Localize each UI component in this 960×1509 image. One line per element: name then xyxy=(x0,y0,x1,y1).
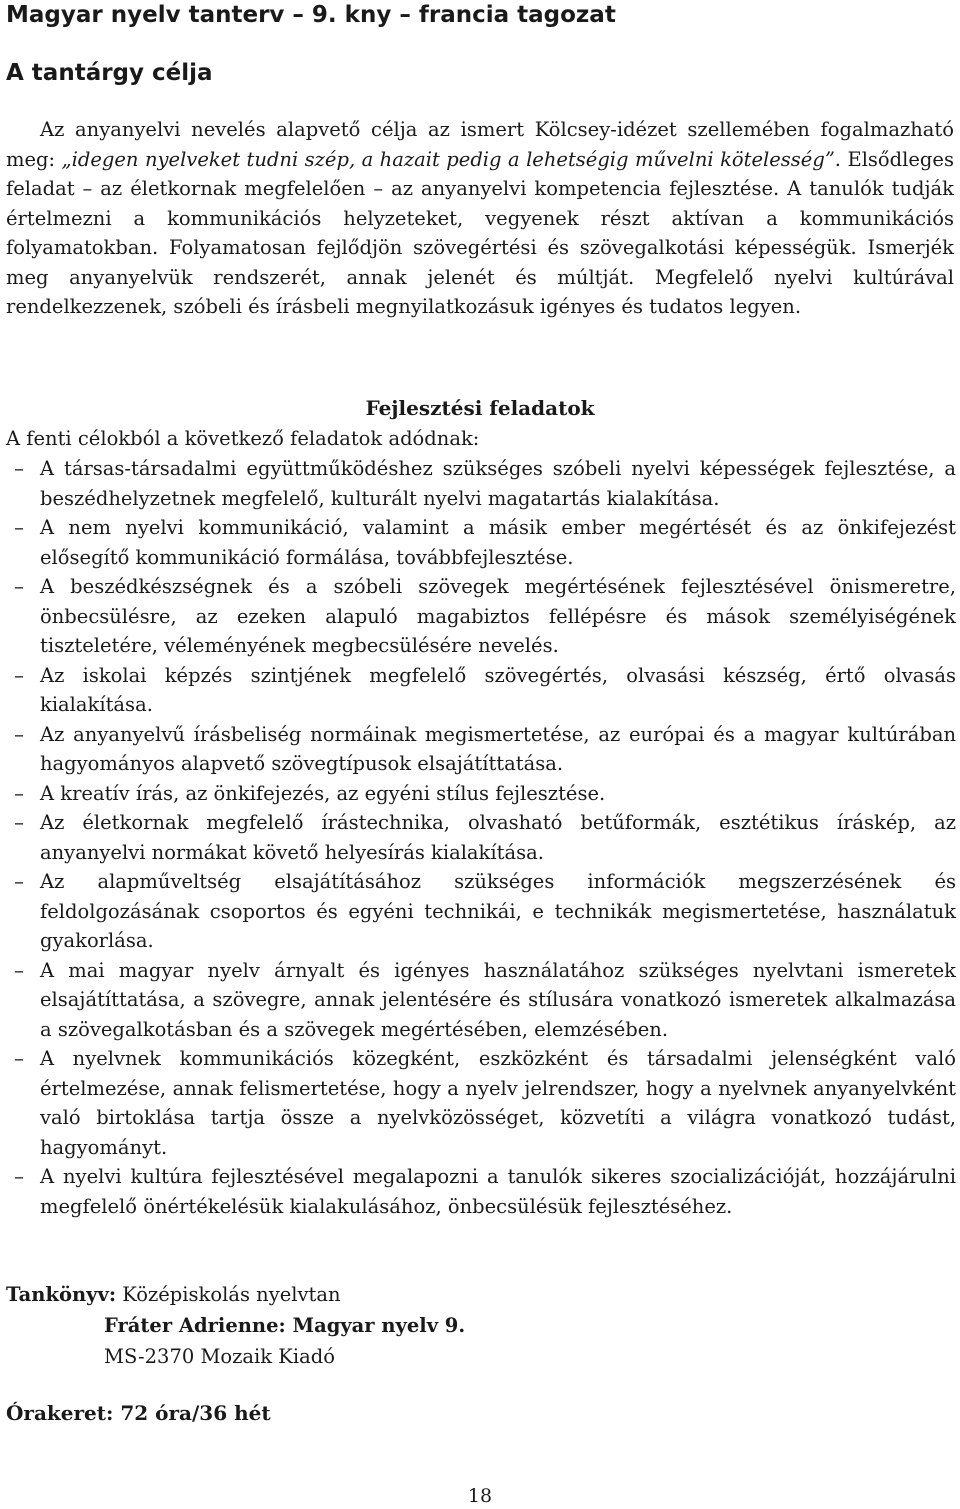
task-text: A mai magyar nyelv árnyalt és igényes használatához szükséges nyelvtani ismeretek elsajátíttatása, a szövegre, annak jelentésére és stílusára vonatkozó ismeretek alkalmazása a szövegalkotásban és a szövegek megértésében, elemzésében. xyxy=(40,958,956,1041)
task-item xyxy=(6,867,956,956)
dash-marker: – xyxy=(14,663,24,687)
tasks-intro: A fenti célokból a következő feladatok adódnak: xyxy=(6,427,480,450)
dash-marker: – xyxy=(14,870,24,893)
task-item xyxy=(6,808,956,867)
task-item xyxy=(6,1044,956,1162)
dash-marker: – xyxy=(14,722,24,746)
task-text: Az életkornak megfelelő írástechnika, olvasható betűformák, esztétikus íráskép, az anyanyelvi normákat követő helyesírás kialakítása. xyxy=(40,811,956,864)
goal-rest: Elsődleges feladat – az életkornak megfelelően – az anyanyelvi kompetencia fejlesztése. A tanulók tudják értelmezni a kommunikációs helyzeteket, vegyenek részt aktívan a kommunikációs folyamatokban. Folyamatosan fejlődjön szövegértési és szövegalkotási képességük. Ismerjék meg anyanyelvük rendszerét, annak jelenét és múltját. Megfelelő nyelvi kultúrával rendelkezzenek, szóbeli és írásbeli megnyilatkozásuk igényes és tudatos legyen. xyxy=(6,147,954,318)
task-item xyxy=(6,454,956,513)
dash-marker: – xyxy=(14,1165,24,1188)
document-title: Magyar nyelv tanterv – 9. kny – francia tagozat xyxy=(6,2,616,28)
task-item xyxy=(6,661,956,720)
task-text: A nem nyelvi kommunikáció, valamint a másik ember megértését és az önkifejezést elősegítő kommunikáció formálása, továbbfejlesztése. xyxy=(40,516,956,569)
dash-marker: – xyxy=(14,958,24,982)
textbook-author: Fráter Adrienne: Magyar nyelv 9. xyxy=(104,1314,466,1337)
task-text: Az anyanyelvű írásbeliség normáinak megismertetése, az európai és a magyar kultúrában hagyományos alapvető szövegtípusok elsajátíttatása. xyxy=(40,722,956,775)
task-item xyxy=(6,720,956,779)
section-heading-goal: A tantárgy célja xyxy=(6,60,213,86)
task-list xyxy=(6,454,956,1221)
dash-marker: – xyxy=(14,516,24,539)
page-number: 18 xyxy=(467,1485,493,1507)
dash-marker: – xyxy=(14,1047,24,1070)
task-text: Az iskolai képzés szintjének megfelelő szövegértés, olvasási készség, értő olvasás kialakítása. xyxy=(40,663,956,716)
dash-marker: – xyxy=(14,781,24,805)
textbook-publisher: MS-2370 Mozaik Kiadó xyxy=(104,1345,335,1368)
goal-lead: Az anyanyelvi nevelés alapvető célja az ismert Kölcsey-idézet szellemében fogalmazható meg: xyxy=(6,118,954,171)
task-text: A társas-társadalmi együttműködéshez szükséges szóbeli nyelvi képességek fejlesztése, a beszédhelyzetnek megfelelő, kulturált nyelvi magatartás kialakítása. xyxy=(40,457,956,510)
goal-paragraph xyxy=(6,115,954,322)
task-item xyxy=(6,956,956,1045)
kolcsey-quote: „idegen nyelveket tudni szép, a hazait pedig a lehetségig művelni kötelesség”. xyxy=(61,147,841,171)
dash-marker: – xyxy=(14,575,24,598)
hours-frame: Órakeret: 72 óra/36 hét xyxy=(6,1401,271,1425)
textbook-line xyxy=(6,1280,341,1310)
task-text: A nyelvi kultúra fejlesztésével megalapozni a tanulók sikeres szocializációját, hozzájárulni megfelelő önértékelésük kialakulásához, önbecsülésük fejlesztéséhez. xyxy=(40,1165,956,1218)
task-item xyxy=(6,513,956,572)
task-item xyxy=(6,779,956,809)
section-heading-tasks: Fejlesztési feladatok xyxy=(365,396,595,420)
task-text: A beszédkészségnek és a szóbeli szövegek megértésének fejlesztésével önismeretre, önbecsülésre, az ezeken alapuló magabiztos fellépésre és mások személyiségének tiszteletére, véleményének megbecsülésére nevelés. xyxy=(40,575,956,657)
dash-marker: – xyxy=(14,811,24,834)
task-text: A nyelvnek kommunikációs közegként, eszközként és társadalmi jelenségként való értelmezése, annak felismertetése, hogy a nyelv jelrendszer, hogy a nyelvnek anyanyelvként való birtoklása tartja össze a nyelvközösséget, közvetíti a világra vonatkozó tudást, hagyományt. xyxy=(40,1047,956,1159)
task-item xyxy=(6,1162,956,1221)
textbook-label: Tankönyv: xyxy=(6,1283,117,1306)
task-item xyxy=(6,572,956,661)
task-text: Az alapműveltség elsajátításához szükséges információk megszerzésének és feldolgozásának csoportos és egyéni technikái, e technikák megismertetése, használatuk gyakorlása. xyxy=(40,870,956,952)
dash-marker: – xyxy=(14,457,24,480)
textbook-value: Középiskolás nyelvtan xyxy=(116,1283,341,1306)
task-text: A kreatív írás, az önkifejezés, az egyéni stílus fejlesztése. xyxy=(40,781,606,805)
